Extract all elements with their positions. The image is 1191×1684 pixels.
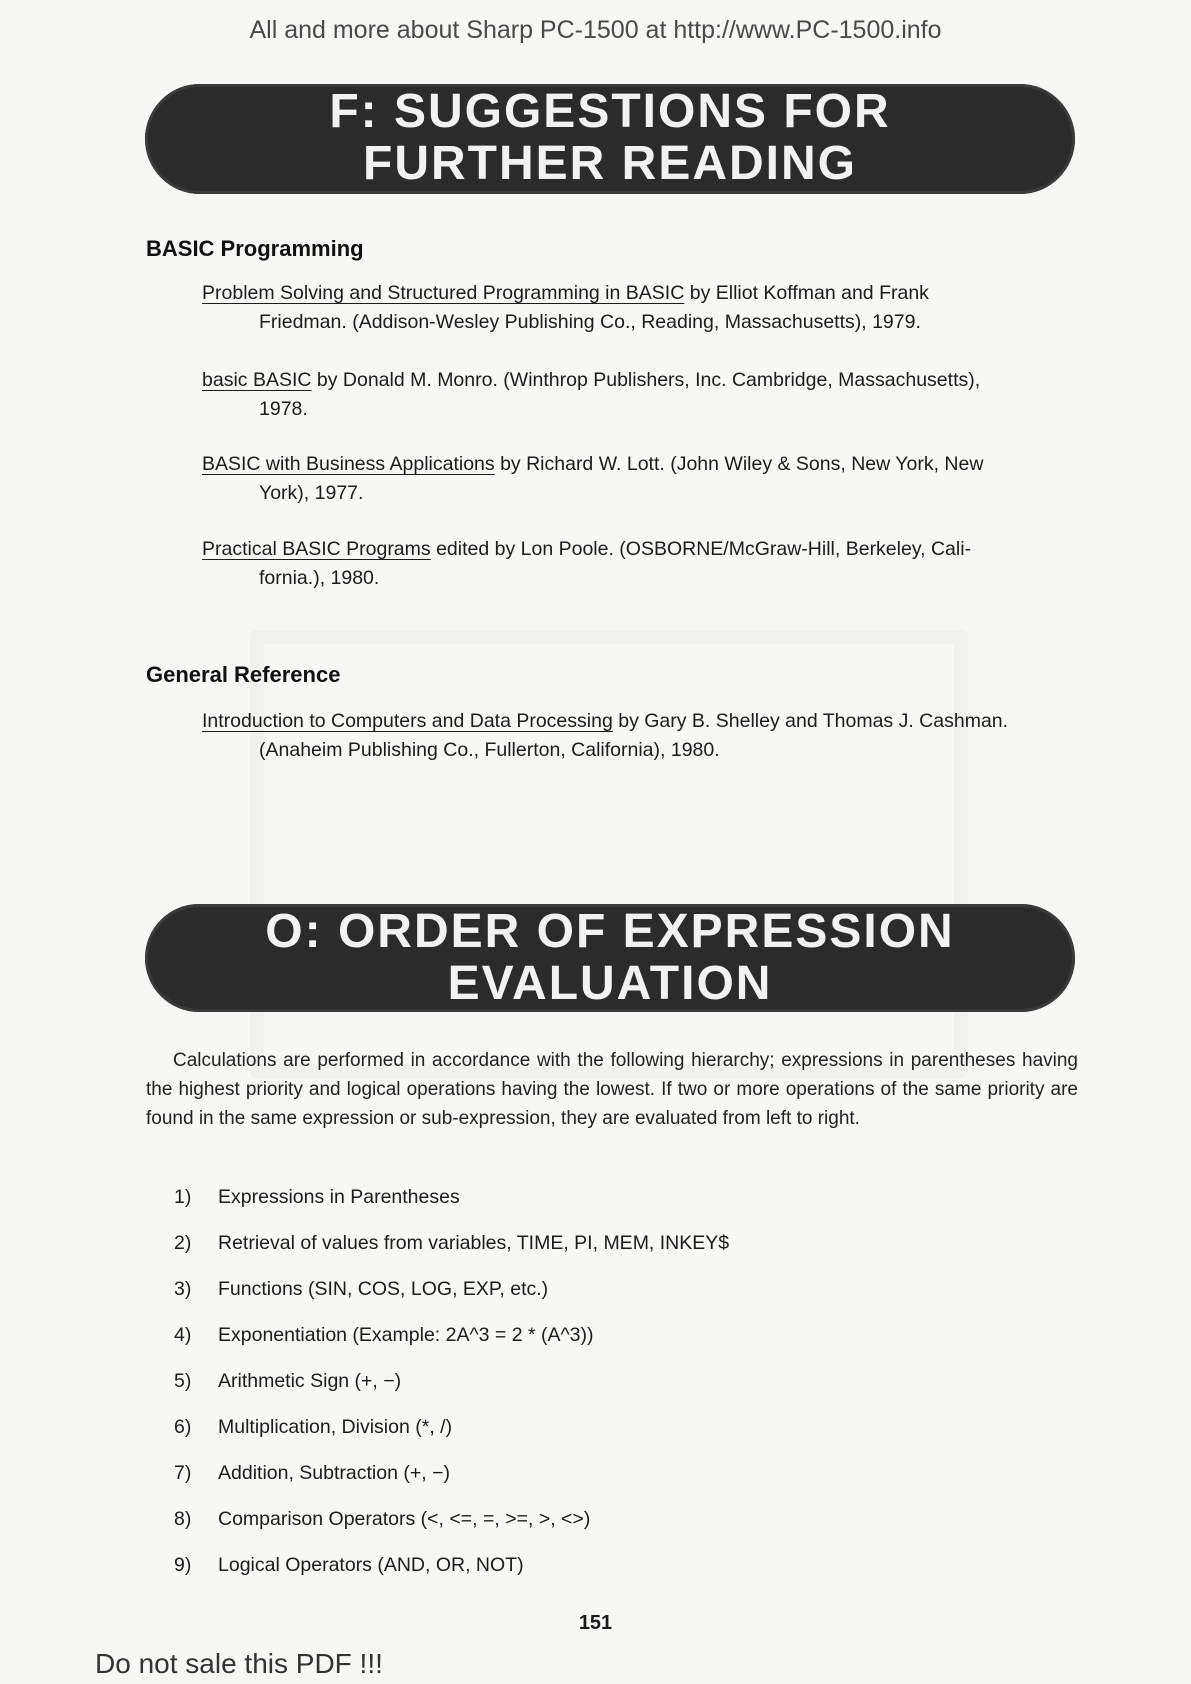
- reference-continuation: 1978.: [259, 398, 308, 420]
- reference-title: BASIC with Business Applications: [202, 453, 495, 475]
- heading-basic-programming: BASIC Programming: [146, 236, 364, 261]
- list-item: [174, 1370, 401, 1393]
- list-number: 3): [174, 1278, 192, 1300]
- reference-continuation: Friedman. (Addison-Wesley Publishing Co., Reading, Massachusetts), 1979.: [259, 311, 921, 333]
- list-text: Multiplication, Division (*, /): [218, 1416, 453, 1438]
- banner-line-2: FURTHER READING: [363, 137, 857, 190]
- section-banner-suggestions: [145, 84, 1075, 194]
- list-number: 8): [174, 1508, 192, 1530]
- footer-note: Do not sale this PDF !!!: [95, 1648, 383, 1679]
- list-text: Functions (SIN, COS, LOG, EXP, etc.): [218, 1278, 549, 1300]
- reference-continuation: (Anaheim Publishing Co., Fullerton, California), 1980.: [259, 739, 720, 761]
- list-number: 2): [174, 1232, 192, 1254]
- reference-title: Introduction to Computers and Data Processing: [202, 710, 613, 732]
- list-item: [174, 1186, 460, 1209]
- list-number: 4): [174, 1324, 192, 1346]
- list-item: [174, 1278, 548, 1301]
- reference-text: by Elliot Koffman and Frank: [684, 282, 929, 304]
- list-item: [174, 1508, 590, 1531]
- list-item: [174, 1416, 452, 1439]
- reference-title: basic BASIC: [202, 369, 312, 391]
- reference-continuation: York), 1977.: [259, 482, 364, 504]
- section-banner-order-evaluation: [145, 904, 1075, 1012]
- reference-item: [202, 707, 1078, 765]
- list-item: [174, 1324, 593, 1347]
- list-item: [174, 1554, 524, 1577]
- list-text: Expressions in Parentheses: [218, 1186, 460, 1208]
- reference-item: [202, 535, 1078, 593]
- list-number: 5): [174, 1370, 192, 1392]
- list-number: 1): [174, 1186, 192, 1208]
- list-text: Exponentiation (Example: 2A^3 = 2 * (A^3)): [218, 1324, 594, 1346]
- reference-item: [202, 450, 1078, 508]
- reference-title: Problem Solving and Structured Programming in BASIC: [202, 282, 685, 304]
- banner-line-1: F: SUGGESTIONS FOR: [329, 85, 891, 138]
- page-number: 151: [578, 1612, 613, 1634]
- intro-paragraph: Calculations are performed in accordance with the following hierarchy; expressions in parentheses having the highest priority and logical operations having the lowest. If two or more operations of the same priority are found in the same expression or sub-expression, they are evaluated from left to right.: [146, 1050, 1078, 1129]
- reference-text: by Gary B. Shelley and Thomas J. Cashman.: [612, 710, 1009, 732]
- reference-title: Practical BASIC Programs: [202, 538, 431, 560]
- reference-continuation: fornia.), 1980.: [259, 567, 380, 589]
- list-number: 6): [174, 1416, 192, 1438]
- list-text: Logical Operators (AND, OR, NOT): [218, 1554, 524, 1576]
- heading-general-reference: General Reference: [146, 662, 341, 687]
- list-text: Arithmetic Sign (+, −): [218, 1370, 402, 1392]
- header-note: All and more about Sharp PC-1500 at http://www.PC-1500.info: [249, 16, 942, 44]
- list-text: Comparison Operators (<, <=, =, >=, >, <>): [218, 1508, 591, 1530]
- list-item: [174, 1232, 729, 1255]
- list-number: 7): [174, 1462, 192, 1484]
- reference-text: by Donald M. Monro. (Winthrop Publishers, Inc. Cambridge, Massachusetts),: [311, 369, 981, 391]
- reference-text: edited by Lon Poole. (OSBORNE/McGraw-Hill, Berkeley, Cali-: [430, 538, 972, 560]
- banner-line-1: O: ORDER OF EXPRESSION: [265, 905, 955, 958]
- list-text: Retrieval of values from variables, TIME, PI, MEM, INKEY$: [218, 1232, 730, 1254]
- banner-line-2: EVALUATION: [447, 957, 773, 1010]
- list-text: Addition, Subtraction (+, −): [218, 1462, 450, 1484]
- reference-item: [202, 279, 1078, 337]
- list-number: 9): [174, 1554, 192, 1576]
- reference-text: by Richard W. Lott. (John Wiley & Sons, New York, New: [494, 453, 984, 475]
- reference-item: [202, 366, 1078, 424]
- list-item: [174, 1462, 450, 1485]
